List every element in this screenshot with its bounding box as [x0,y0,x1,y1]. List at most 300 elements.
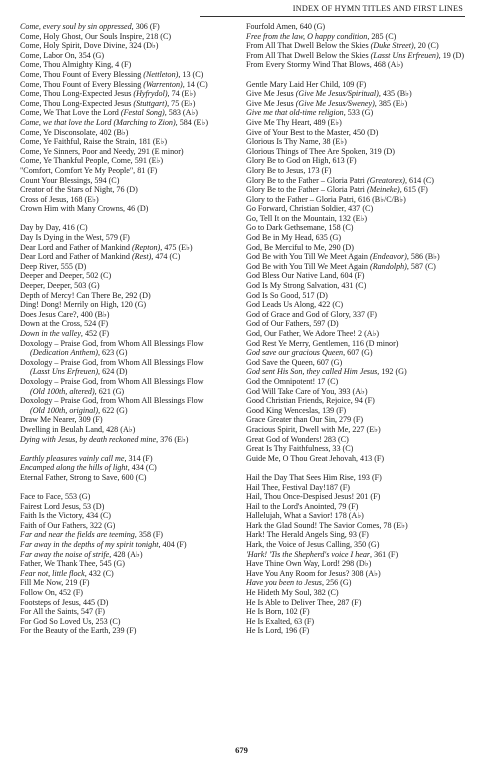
entry-italic-text: God save our gracious Queen [246,348,344,358]
entry-text: Fourfold Amen, 640 (G) [246,22,326,31]
entry-italic-text: (Randolph) [370,261,407,271]
index-entry [20,41,220,51]
index-entry [20,51,220,61]
index-entry [246,415,468,425]
entry-text: Hark! The Herald Angels Sing, 93 (F) [246,530,369,540]
index-entry [20,22,220,32]
index-entry [20,281,220,291]
entry-text: , 432 (C) [84,568,114,578]
index-entry [246,483,468,493]
index-entry [246,348,468,358]
index-entry [20,626,220,636]
entry-italic-text: (Hyfrydol) [133,89,168,99]
entry-text: Faith of Our Fathers, 322 (G) [20,520,116,530]
index-entry [246,588,468,598]
entry-text: God Be in My Head, 635 (G) [246,233,342,243]
index-entry [246,406,468,416]
entry-text: Doxology – Praise God, from Whom All Blessings Flow [20,376,204,386]
entry-text: Eternal Father, Strong to Save, 600 (C) [20,472,147,482]
entry-text: Doxology – Praise God, from Whom All Blessings Flow [20,338,204,348]
entry-text: Come, Thou Fount of Every Blessing [20,69,144,79]
index-entry [246,32,468,42]
entry-text: Come, Holy Spirit, Dove Divine, 324 (D♭) [20,41,159,51]
index-entry [20,89,220,99]
entry-text: Glory Be to the Father – Gloria Patri [246,175,367,185]
entry-text: Hail the Day That Sees Him Rise, 193 (F) [246,472,382,482]
entry-italic-text: God sent His Son, they called Him Jesus [246,367,378,377]
entry-text: Good Christian Friends, Rejoice, 94 (F) [246,396,375,406]
index-entry [20,118,220,128]
index-entry [246,444,468,454]
index-entry [246,492,468,502]
entry-text: God of Our Fathers, 597 (D) [246,319,339,329]
entry-text: , 435 (B♭) [378,89,412,99]
entry-text: Face to Face, 553 (G) [20,492,91,502]
index-entry [246,521,468,531]
index-entry [20,521,220,531]
entry-italic-text: Have you been to Jesus [246,578,322,588]
index-entry [20,233,220,243]
entry-text: Fill Me Now, 219 (F) [20,578,90,588]
index-entry [246,214,468,224]
entry-text: , 621 (G) [94,386,125,396]
entry-text: Hail to the Lord's Anointed, 79 (F) [246,501,359,511]
entry-italic-text: (Duke Street) [370,41,414,51]
entry-text: Come, Thou Fount of Every Blessing [20,79,144,89]
index-entry [246,166,468,176]
entry-text: Give of Your Best to the Master, 450 (D) [246,127,379,137]
index-entry [246,310,468,320]
index-entry [20,319,220,329]
entry-text: , 624 (D) [98,367,128,377]
index-entry [246,108,468,118]
entry-text: Fairest Lord Jesus, 53 (D) [20,501,105,511]
index-entry [20,108,220,118]
entry-text: Guide Me, O Thou Great Jehovah, 413 (F) [246,453,385,463]
index-entry [20,598,220,608]
entry-text: God Leads Us Along, 422 (C) [246,300,344,310]
index-entry [20,147,220,157]
entry-text: From All That Dwell Below the Skies [246,50,371,60]
entry-text: , 358 (F) [134,530,163,540]
index-entry [20,291,220,301]
index-entry [20,262,220,272]
index-entry-continuation [20,348,220,358]
index-entry [246,626,468,636]
index-entry [246,243,468,253]
entry-italic-text: (Nettleton) [143,69,179,79]
index-entry [246,195,468,205]
entry-text: , 533 (G) [343,108,374,118]
index-entry [20,463,220,473]
index-entry [20,329,220,339]
entry-text: , 285 (C) [367,31,397,41]
index-entry [20,492,220,502]
entry-italic-text: Far away in the depths of my spirit tonight [20,540,159,550]
entry-text: , 622 (G) [98,405,128,415]
entry-text: Come, We That Love the Lord [20,108,121,118]
index-entry [246,339,468,349]
index-entry [20,569,220,579]
index-entry [20,578,220,588]
entry-text: , 614 (C) [405,175,434,185]
index-entry [246,607,468,617]
entry-italic-text: Earthly pleasures vainly call me [20,453,125,463]
entry-text: Day Is Dying in the West, 579 (F) [20,233,130,243]
entry-text: He Is Lord, 196 (F) [246,626,310,636]
entry-text: God Be with You Till We Meet Again [246,252,370,262]
index-entry [246,396,468,406]
index-entry [20,271,220,281]
entry-text: God the Omnipotent! 17 (C) [246,376,339,386]
entry-text: Gentle Mary Laid Her Child, 109 (F) [246,79,367,89]
entry-text: Give Me Thy Heart, 489 (E♭) [246,117,342,127]
index-entry [20,137,220,147]
index-entry [246,204,468,214]
page-header [0,4,483,20]
entry-italic-text: (Old 100th, original) [30,405,99,415]
index-entry [246,271,468,281]
entry-italic-text: Free from the law, O happy condition [246,31,368,41]
index-entry [246,425,468,435]
index-entry [246,578,468,588]
entry-italic-text: (Lasst Uns Erfreuen) [370,50,439,60]
index-entry [246,569,468,579]
index-entry [20,195,220,205]
entry-text: Great Is Thy Faithfulness, 33 (C) [246,444,354,454]
index-entry [20,80,220,90]
entry-italic-text: (Give Me Jesus/Spiritual) [295,89,379,99]
index-entry-continuation [20,367,220,377]
index-entry [246,511,468,521]
index-entry [20,60,220,70]
index-entry [20,473,220,483]
index-entry [246,233,468,243]
index-entry [20,156,220,166]
index-entry [20,550,220,560]
entry-text: From Every Stormy Wind That Blows, 468 (A♭) [246,60,403,70]
entry-italic-text: Far and near the fields are teeming [20,530,135,540]
page-number: 679 [235,745,248,755]
index-entry-continuation [20,387,220,397]
index-entry [246,435,468,445]
entry-text: , 256 (G) [321,578,352,588]
index-entry [246,252,468,262]
section-gap [20,483,220,493]
entry-text: Dwelling in Beulah Land, 428 (A♭) [20,424,136,434]
entry-italic-text: Fear not, little flock [20,568,85,578]
entry-text: From All That Dwell Below the Skies [246,41,371,51]
entry-italic-text: (Festal Song) [120,108,165,118]
entry-text: Draw Me Nearer, 309 (F) [20,415,103,425]
entry-italic-text: (Stuttgart) [133,98,168,108]
entry-italic-text: Far away the noise of strife [20,549,110,559]
entry-text: Come, Holy Ghost, Our Souls Inspire, 218 (C) [20,31,172,41]
index-entry [246,185,468,195]
index-entry [246,99,468,109]
entry-text: He Is Exalted, 63 (F) [246,616,315,626]
section-gap [246,70,468,80]
index-entry [20,310,220,320]
entry-text: Come, Thou Almighty King, 4 (F) [20,60,132,70]
index-entry [20,223,220,233]
index-entry [20,339,220,349]
entry-text: He Hideth My Soul, 382 (C) [246,588,339,598]
entry-text: Good King Wenceslas, 139 (F) [246,405,347,415]
entry-text: , 404 (F) [158,540,187,550]
index-entry-continuation [20,406,220,416]
entry-text: , 607 (G) [343,348,373,358]
entry-text: , 434 (C) [127,463,157,473]
section-gap [246,463,468,473]
entry-italic-text: (Warrenton) [143,79,183,89]
index-entry [246,530,468,540]
entry-italic-text: Dying with Jesus, by death reckoned mine [20,434,157,444]
index-entry [246,454,468,464]
entry-italic-text: Come, every soul by sin oppressed [20,22,132,31]
index-entry [20,454,220,464]
index-entry [246,51,468,61]
index-entry [246,118,468,128]
entry-text: , 584 (E♭) [175,117,209,127]
entry-text: Father, We Thank Thee, 545 (G) [20,559,125,569]
entry-text: Hark the Glad Sound! The Savior Comes, 78 (E♭) [246,520,408,530]
entry-text: Faith Is the Victory, 434 (C) [20,511,112,521]
entry-text: , 474 (C) [151,252,181,262]
entry-text: God of Grace and God of Glory, 337 (F) [246,309,377,319]
entry-text: Dear Lord and Father of Mankind [20,252,132,262]
entry-text: Depth of Mercy! Can There Be, 292 (D) [20,290,151,300]
entry-text: Come, Ye Faithful, Raise the Strain, 181 (E♭) [20,137,168,147]
entry-text: Deep River, 555 (D) [20,261,87,271]
entry-text: , 74 (E♭) [167,89,196,99]
entry-text: , 583 (A♭) [164,108,198,118]
index-entry [20,435,220,445]
index-entry [20,502,220,512]
entry-italic-text: (Old 100th, altered) [30,386,95,396]
entry-text: , 428 (A♭) [109,549,143,559]
entry-text: God Is My Strong Salvation, 431 (C) [246,281,367,291]
index-entry [20,358,220,368]
index-entry [246,550,468,560]
entry-text: , 306 (F) [131,22,160,31]
index-entry [246,598,468,608]
index-entry [246,281,468,291]
entry-text: Down at the Cross, 524 (F) [20,319,109,329]
entry-text: Hail, Thou Once-Despised Jesus! 201 (F) [246,492,381,502]
entry-text: , 385 (E♭) [374,98,408,108]
index-entry [246,329,468,339]
entry-text: Does Jesus Care?, 400 (B♭) [20,309,110,319]
entry-text: God, Be Merciful to Me, 290 (D) [246,242,354,252]
entry-text: , 75 (E♭) [167,98,196,108]
index-entry [246,367,468,377]
index-entry [246,176,468,186]
index-entry [246,156,468,166]
entry-text: Follow On, 452 (F) [20,588,83,598]
index-entry [20,377,220,387]
entry-text: Come, Ye Disconsolate, 402 (B♭) [20,127,129,137]
entry-italic-text: (Greatorex) [366,175,405,185]
entry-text: Great God of Wonders! 283 (C) [246,434,349,444]
entry-text: , 623 (G) [97,348,128,358]
entry-text: Glory Be to God on High, 613 (F) [246,156,357,166]
index-entry [246,89,468,99]
entry-text: Count Your Blessings, 594 (C) [20,175,120,185]
entry-text: , 314 (F) [124,453,153,463]
entry-text: Creator of the Stars of Night, 76 (D) [20,185,138,195]
entry-italic-text: (Endeavor) [370,252,407,262]
entry-text: Crown Him with Many Crowns, 46 (D) [20,204,149,214]
index-entry [246,473,468,483]
entry-italic-text: Give me that old-time religion [246,108,344,118]
entry-text: , 587 (C) [406,261,436,271]
index-entry [20,300,220,310]
entry-text: Go, Tell It on the Mountain, 132 (E♭) [246,213,368,223]
entry-text: , 586 (B♭) [406,252,440,262]
entry-text: God Save the Queen, 607 (G) [246,357,343,367]
entry-text: Cross of Jesus, 168 (E♭) [20,194,99,204]
entry-text: Day by Day, 416 (C) [20,223,88,233]
entry-text: For All the Saints, 547 (F) [20,607,105,617]
entry-text: Come, Ye Sinners, Poor and Needy, 291 (E minor) [20,146,184,156]
entry-text: Hark, the Voice of Jesus Calling, 350 (G) [246,540,380,550]
index-entry [20,511,220,521]
entry-text: "Comfort, Comfort Ye My People", 81 (F) [20,165,158,175]
index-entry [246,319,468,329]
entry-text: , 452 (F) [80,329,110,338]
entry-italic-text: (Meineke) [366,185,400,195]
index-entry [246,559,468,569]
entry-text: God Will Take Care of You, 393 (A♭) [246,386,368,396]
entry-text: , 475 (E♭) [160,242,193,252]
entry-text: Come, Thou Long-Expected Jesus [20,98,134,108]
entry-text: , 14 (C) [182,79,208,89]
index-entry [246,147,468,157]
entry-text: God Bless Our Native Land, 604 (F) [246,271,365,281]
entry-text: Grace Greater than Our Sin, 279 (F) [246,415,364,425]
entry-text: Dear Lord and Father of Mankind [20,242,132,252]
index-entry [20,204,220,214]
entry-text: Gracious Spirit, Dwell with Me, 227 (E♭) [246,424,381,434]
entry-text: , 192 (G) [377,367,407,377]
entry-text: , 19 (D) [438,50,465,60]
entry-text: Hail Thee, Festival Day!187 (F) [246,482,350,492]
index-entry [246,291,468,301]
index-entry [20,559,220,569]
entry-text: Come, Ye Thankful People, Come, 591 (E♭) [20,156,164,166]
index-entry [20,415,220,425]
index-entry [20,607,220,617]
index-entry [20,32,220,42]
entry-text: For the Beauty of the Earth, 239 (F) [20,626,137,636]
entry-text: Glory Be to the Father – Gloria Patri [246,185,367,195]
entry-text: , 376 (E♭) [156,434,189,444]
entry-text: Footsteps of Jesus, 445 (D) [20,597,109,607]
entry-text: Deeper and Deeper, 502 (C) [20,271,112,281]
index-entry [246,540,468,550]
section-gap [20,214,220,224]
index-entry [20,99,220,109]
entry-text: He Is Born, 102 (F) [246,607,310,617]
index-entry [20,128,220,138]
index-entry [246,137,468,147]
entry-text: , 13 (C) [178,69,204,79]
left-index-column [20,22,220,636]
entry-text: Go to Dark Gethsemane, 158 (C) [246,223,354,233]
entry-text: Come, Thou Long-Expected Jesus [20,89,134,99]
entry-text: Have Thine Own Way, Lord! 298 (D♭) [246,559,372,569]
entry-text: Glorious Things of Thee Are Spoken, 319 (D) [246,146,395,156]
entry-italic-text: (Dedication Anthem) [30,348,98,358]
entry-text: Have You Any Room for Jesus? 308 (A♭) [246,568,381,578]
entry-text: Hallelujah, What a Savior! 178 (A♭) [246,511,364,521]
index-entry [246,387,468,397]
index-entry [20,396,220,406]
entry-text: Glory to the Father – Gloria Patri, 616 (B♭/C/B♭) [246,194,406,204]
entry-text: Glory Be to Jesus, 173 (F) [246,165,332,175]
index-entry [246,223,468,233]
entry-text: , 20 (C) [413,41,439,51]
entry-text: God Be with You Till We Meet Again [246,261,370,271]
index-entry [20,70,220,80]
entry-text: Come, Labor On, 354 (G) [20,50,105,60]
entry-text: Go Forward, Christian Soldier, 437 (C) [246,204,374,214]
index-entry [20,176,220,186]
entry-text: , 361 (F) [370,549,399,559]
index-entry [20,243,220,253]
section-gap [20,444,220,454]
index-entry [246,128,468,138]
entry-text: For God So Loved Us, 253 (C) [20,616,121,626]
index-entry [246,502,468,512]
index-entry [20,530,220,540]
entry-italic-text: Come, we that love the Lord [20,117,114,127]
entry-text: , 615 (F) [399,185,428,195]
page-title: INDEX OF HYMN TITLES AND FIRST LINES [289,4,463,13]
entry-italic-text: (Lasst Uns Erfreuen) [30,367,99,377]
index-entry [246,41,468,51]
entry-italic-text: (Marching to Zion) [113,117,176,127]
entry-text: Deeper, Deeper, 503 (G) [20,281,100,291]
index-entry [246,377,468,387]
entry-text: God, Our Father, We Adore Thee! 2 (A♭) [246,329,380,338]
index-entry [246,60,468,70]
entry-italic-text: (Repton) [131,242,161,252]
entry-text: Give Me Jesus [246,89,296,99]
entry-italic-text: (Give Me Jesus/Sweney) [295,98,375,108]
index-entry [246,22,468,32]
index-entry [20,252,220,262]
right-index-column [246,22,468,636]
entry-text: Give Me Jesus [246,98,296,108]
index-entry [246,262,468,272]
index-entry [20,166,220,176]
index-entry [20,425,220,435]
index-entry [246,617,468,627]
entry-text: God Is So Good, 517 (D) [246,290,328,300]
entry-text: Doxology – Praise God, from Whom All Blessings Flow [20,357,204,367]
entry-text: Ding! Dong! Merrily on High, 120 (G) [20,300,147,310]
index-entry [20,588,220,598]
entry-italic-text: (Rest) [131,252,152,262]
header-rule [200,16,465,17]
index-entry [20,540,220,550]
index-entry [246,80,468,90]
entry-text: God Rest Ye Merry, Gentlemen, 116 (D minor) [246,338,399,348]
entry-text: Doxology – Praise God, from Whom All Blessings Flow [20,396,204,406]
entry-text: He Is Able to Deliver Thee, 287 (F) [246,597,362,607]
